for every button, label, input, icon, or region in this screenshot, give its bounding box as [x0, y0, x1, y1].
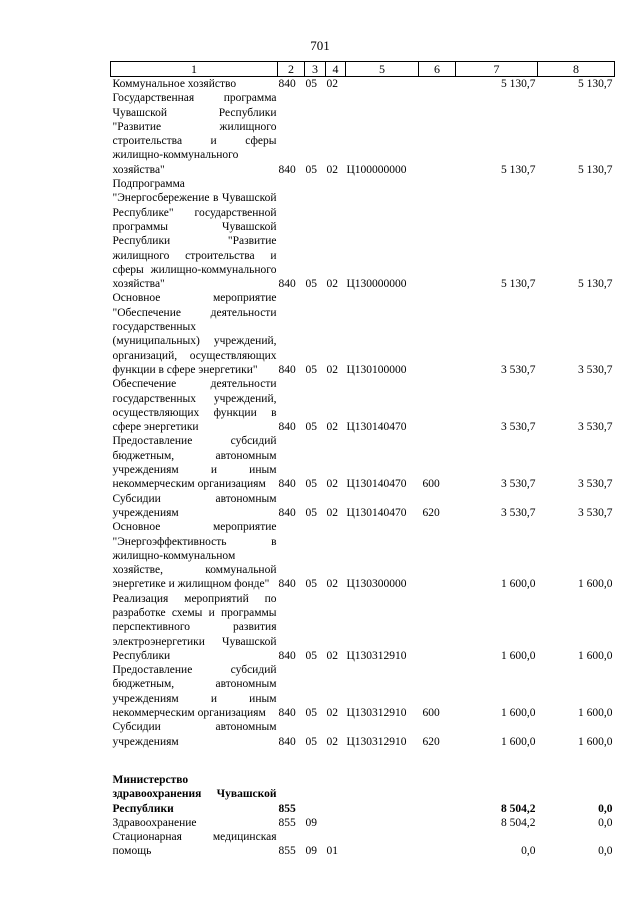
row-section-code: 05	[305, 707, 317, 720]
row-ministry-code: 840	[278, 735, 296, 748]
row-section-code: 05	[305, 278, 317, 291]
row-amount-2: 1 600,0	[578, 649, 613, 662]
row-section-code: 05	[305, 421, 317, 434]
row-ministry-code: 840	[278, 578, 296, 591]
row-amount-1: 3 530,7	[501, 506, 536, 519]
row-name: Основное мероприятие "Обеспечение деятельности государственных (муниципальных) учреждений, организаций, осуществляющих функции в сфере энергетики"	[112, 292, 277, 376]
row-subsection-code: 02	[326, 578, 338, 591]
row-name: Коммунальное хозяйство	[112, 78, 237, 90]
table-row	[111, 663, 615, 720]
row-amount-2: 3 530,7	[578, 363, 613, 376]
row-target-code: Ц130000000	[346, 278, 407, 291]
row-section-code	[305, 749, 326, 773]
row-expense-type: 620	[422, 506, 440, 519]
row-name: Стационарная медицинская помощь	[112, 831, 277, 858]
row-expense-type	[419, 830, 456, 859]
row-target-code: Ц130312910	[346, 649, 407, 662]
row-amount-2: 0,0	[598, 845, 613, 858]
row-ministry-code: 840	[278, 707, 296, 720]
row-name: Здравоохранение	[112, 816, 197, 829]
table-row	[111, 77, 615, 92]
row-target-code	[346, 816, 419, 830]
row-subsection-code: 02	[326, 278, 338, 291]
row-amount-1: 1 600,0	[501, 578, 536, 591]
row-expense-type	[419, 291, 456, 377]
row-target-code: Ц130312910	[346, 735, 407, 748]
budget-table	[110, 61, 615, 859]
table-row	[111, 773, 615, 816]
row-name: Основное мероприятие "Энергоэффективность в жилищно-коммунальном хозяйстве, коммунальной энергетике и жилищном фонде"	[112, 521, 277, 591]
row-amount-2: 3 530,7	[578, 421, 613, 434]
row-ministry-code	[278, 749, 305, 773]
row-name: Обеспечение деятельности государственных учреждений, осуществляющих функции в сфере энергетики	[112, 378, 277, 434]
row-section-code: 05	[305, 578, 317, 591]
row-amount-2: 3 530,7	[578, 478, 613, 491]
page-number: 701	[310, 38, 330, 53]
column-header: 2	[278, 62, 305, 77]
column-header: 1	[111, 62, 278, 77]
row-expense-type: 620	[422, 735, 440, 748]
row-name: Предоставление субсидий бюджетным, автономным учреждениям и иным некоммерческим организациям	[112, 664, 277, 720]
row-expense-type	[419, 377, 456, 434]
row-ministry-code: 840	[278, 506, 296, 519]
row-subsection-code: 02	[326, 506, 338, 519]
table-row	[111, 520, 615, 591]
row-section-code: 05	[305, 363, 317, 376]
row-ministry-code: 855	[278, 845, 296, 858]
row-amount-2: 5 130,7	[578, 278, 613, 291]
table-body	[111, 77, 615, 859]
row-section-code: 09	[305, 845, 317, 858]
row-target-code	[346, 749, 419, 773]
row-subsection-code: 02	[326, 78, 338, 90]
row-name: Министерство здравоохранения Чувашской Республики	[112, 773, 277, 815]
row-expense-type	[419, 592, 456, 663]
column-header: 5	[346, 62, 419, 77]
row-amount-2: 1 600,0	[578, 578, 613, 591]
row-amount-2: 5 130,7	[578, 78, 613, 90]
row-section-code: 05	[305, 163, 317, 176]
row-target-code: Ц130312910	[346, 707, 407, 720]
row-target-code: Ц130140470	[346, 421, 407, 434]
row-subsection-code: 02	[326, 421, 338, 434]
table-row	[111, 377, 615, 434]
table-row	[111, 91, 615, 177]
row-amount-1: 5 130,7	[501, 163, 536, 176]
row-subsection-code: 02	[326, 478, 338, 491]
row-subsection-code: 01	[326, 845, 338, 858]
table-row	[111, 434, 615, 491]
table-row	[111, 291, 615, 377]
row-name: Предоставление субсидий бюджетным, автономным учреждениям и иным некоммерческим организациям	[112, 435, 277, 491]
row-ministry-code: 840	[278, 163, 296, 176]
row-name: Субсидии автономным учреждениям	[112, 492, 277, 519]
row-section-code: 05	[305, 735, 317, 748]
row-subsection-code: 02	[326, 363, 338, 376]
row-subsection-code	[326, 816, 346, 830]
row-expense-type: 600	[422, 707, 440, 720]
row-ministry-code: 840	[278, 278, 296, 291]
row-target-code: Ц130140470	[346, 478, 407, 491]
row-amount-2: 3 530,7	[578, 506, 613, 519]
table-row	[111, 592, 615, 663]
row-section-code: 09	[305, 816, 317, 829]
column-header: 3	[305, 62, 326, 77]
row-name	[111, 749, 278, 773]
row-expense-type	[419, 520, 456, 591]
row-amount-1	[456, 749, 538, 773]
row-amount-1: 1 600,0	[501, 735, 536, 748]
table-header	[111, 62, 615, 77]
table-row	[111, 816, 615, 830]
row-ministry-code: 840	[278, 363, 296, 376]
row-ministry-code: 840	[278, 478, 296, 491]
row-amount-1: 1 600,0	[501, 707, 536, 720]
column-header: 4	[326, 62, 346, 77]
row-expense-type	[419, 91, 456, 177]
row-target-code	[346, 830, 419, 859]
row-amount-2: 1 600,0	[578, 735, 613, 748]
row-section-code: 05	[305, 649, 317, 662]
table-row	[111, 177, 615, 291]
row-name: Подпрограмма "Энергосбережение в Чувашской Республике" государственной программы Чувашской Республики "Развитие жилищного строительства и сферы жилищно-коммунального хозяйства"	[112, 178, 277, 291]
column-header: 6	[419, 62, 456, 77]
row-ministry-code: 840	[278, 649, 296, 662]
row-target-code: Ц100000000	[346, 163, 407, 176]
row-subsection-code: 02	[326, 707, 338, 720]
row-amount-1: 3 530,7	[501, 478, 536, 491]
row-ministry-code: 855	[278, 816, 296, 829]
row-amount-1: 3 530,7	[501, 421, 536, 434]
row-expense-type	[419, 77, 456, 92]
row-expense-type	[419, 773, 456, 816]
row-subsection-code: 02	[326, 649, 338, 662]
row-expense-type	[419, 749, 456, 773]
row-subsection-code: 02	[326, 735, 338, 748]
row-name: Государственная программа Чувашской Республики "Развитие жилищного строительства и сферы жилищно-коммунального хозяйства"	[112, 92, 277, 176]
column-header: 7	[456, 62, 538, 77]
column-header: 8	[538, 62, 615, 77]
row-ministry-code: 840	[278, 78, 296, 90]
row-amount-1: 0,0	[521, 845, 536, 858]
row-amount-2: 1 600,0	[578, 707, 613, 720]
row-amount-1: 5 130,7	[501, 78, 536, 90]
table-row	[111, 492, 615, 521]
row-amount-2: 5 130,7	[578, 163, 613, 176]
row-subsection-code	[326, 749, 346, 773]
row-target-code: Ц130100000	[346, 363, 407, 376]
row-amount-2: 0,0	[598, 816, 613, 829]
row-section-code: 05	[305, 506, 317, 519]
row-name: Субсидии автономным учреждениям	[112, 721, 277, 748]
row-section-code: 05	[305, 78, 317, 90]
row-section-code	[305, 773, 326, 816]
table-row	[111, 720, 615, 749]
row-subsection-code: 02	[326, 163, 338, 176]
table-row	[111, 749, 615, 773]
row-amount-1: 8 504,2	[501, 802, 536, 815]
row-target-code: Ц130140470	[346, 506, 407, 519]
row-ministry-code: 855	[278, 802, 296, 815]
row-amount-1: 8 504,2	[501, 816, 536, 829]
header-row	[111, 62, 615, 77]
row-amount-1: 1 600,0	[501, 649, 536, 662]
row-section-code: 05	[305, 478, 317, 491]
row-target-code	[346, 773, 419, 816]
table-row	[111, 830, 615, 859]
row-amount-1: 3 530,7	[501, 363, 536, 376]
row-ministry-code: 840	[278, 421, 296, 434]
row-target-code	[346, 77, 419, 92]
row-amount-1: 5 130,7	[501, 278, 536, 291]
row-amount-2	[538, 749, 615, 773]
row-target-code: Ц130300000	[346, 578, 407, 591]
row-expense-type	[419, 177, 456, 291]
row-expense-type: 600	[422, 478, 440, 491]
row-name: Реализация мероприятий по разработке схемы и программы перспективного развития электроэнергетики Чувашской Республики	[112, 592, 277, 662]
row-amount-2: 0,0	[598, 802, 613, 815]
row-expense-type	[419, 816, 456, 830]
row-subsection-code	[326, 773, 346, 816]
